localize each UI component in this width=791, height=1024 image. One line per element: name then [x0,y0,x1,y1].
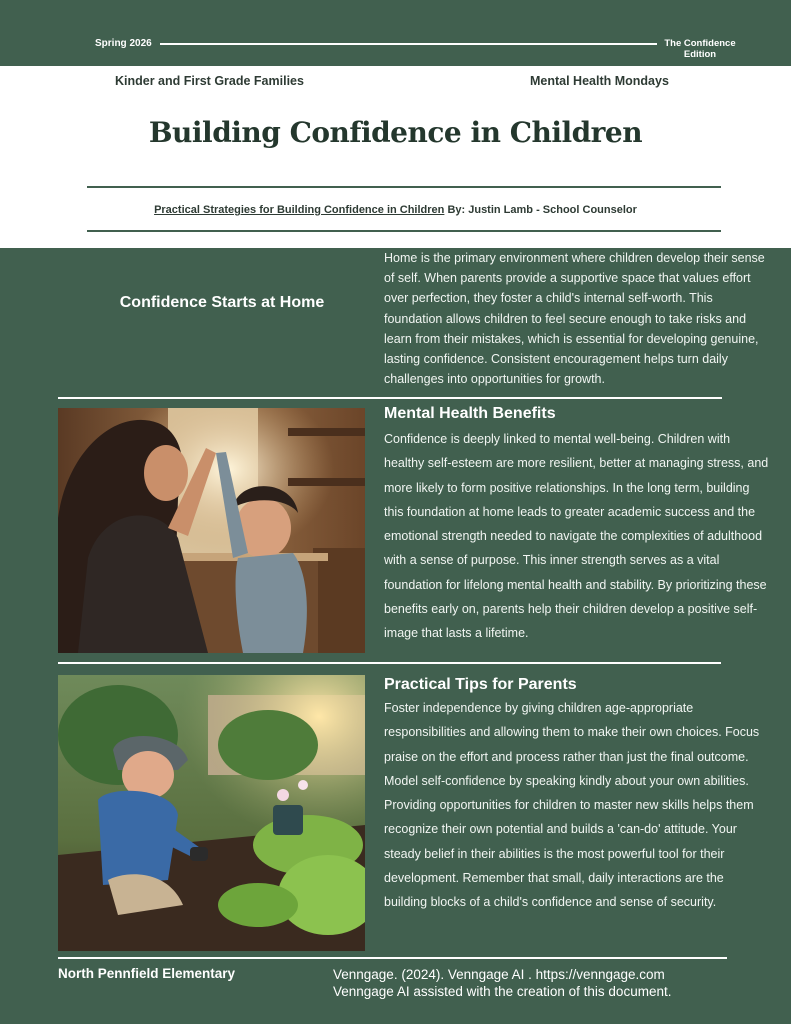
title-divider-bottom [87,230,721,232]
citation-line-1: Venngage. (2024). Venngage AI . https://venngage.com [333,967,665,982]
section-divider [58,397,722,399]
school-name: North Pennfield Elementary [58,966,236,981]
page-title: Building Confidence in Children [148,116,643,149]
footer-divider [58,957,727,959]
title-divider-top [87,186,721,188]
byline-author: By: Justin Lamb - School Counselor [444,204,637,216]
section-body-tips: Foster independence by giving children age-appropriate responsibilities and allowing them to make their own choices. Focus praise on the effort and process rather than just the final outcome. Model self-confidence by speaking kindly about your own abilities. Providing opportunities for children to master new skills helps them recognize their own potential and builds a 'can-do' attitude. Your steady belief in their abilities is the most powerful tool for their development. Remember that small, daily interactions are the building blocks of a child's confidence and sense of security. [384,701,760,910]
section-title-benefits: Mental Health Benefits [384,405,556,422]
edition-label: The Confidence Edition [664,38,736,60]
top-divider [160,43,657,45]
section-title-tips: Practical Tips for Parents [384,676,577,693]
issue-season: Spring 2026 [95,38,152,49]
top-banner [0,0,791,66]
citation [333,966,671,1000]
byline [0,204,791,216]
section-body-home: Home is the primary environment where children develop their sense of self. When parents provide a supportive space that values effort over perfection, they foster a child's internal self-worth. This foundation allows children to feel secure enough to take risks and learn from their mistakes, which is essential for developing genuine, lasting confidence. Consistent encouragement helps turn daily challenges into opportunities for growth. [384,251,765,387]
child-gardening-photo [58,675,365,951]
section-body-benefits: Confidence is deeply linked to mental well-being. Children with healthy self-esteem are more resilient, better at managing stress, and more likely to form positive relationships. In the long term, building this foundation at home leads to greater academic success and the emotional strength needed to navigate the complexities of adulthood with a sense of purpose. This inner strength serves as a vital foundation for lifelong mental health and stability. By prioritizing these benefits early on, parents help their children develop a positive self-image that lasts a lifetime. [384,432,769,641]
byline-link[interactable]: Practical Strategies for Building Confidence in Children [154,204,445,216]
mother-child-high-five-photo [58,408,365,653]
citation-line-2: Venngage AI assisted with the creation of this document. [333,984,672,999]
section-divider [58,662,721,664]
newsletter-header [0,66,791,248]
section-title-home: Confidence Starts at Home [119,294,325,311]
series-label: Mental Health Mondays [530,74,669,88]
audience-label: Kinder and First Grade Families [115,74,304,88]
